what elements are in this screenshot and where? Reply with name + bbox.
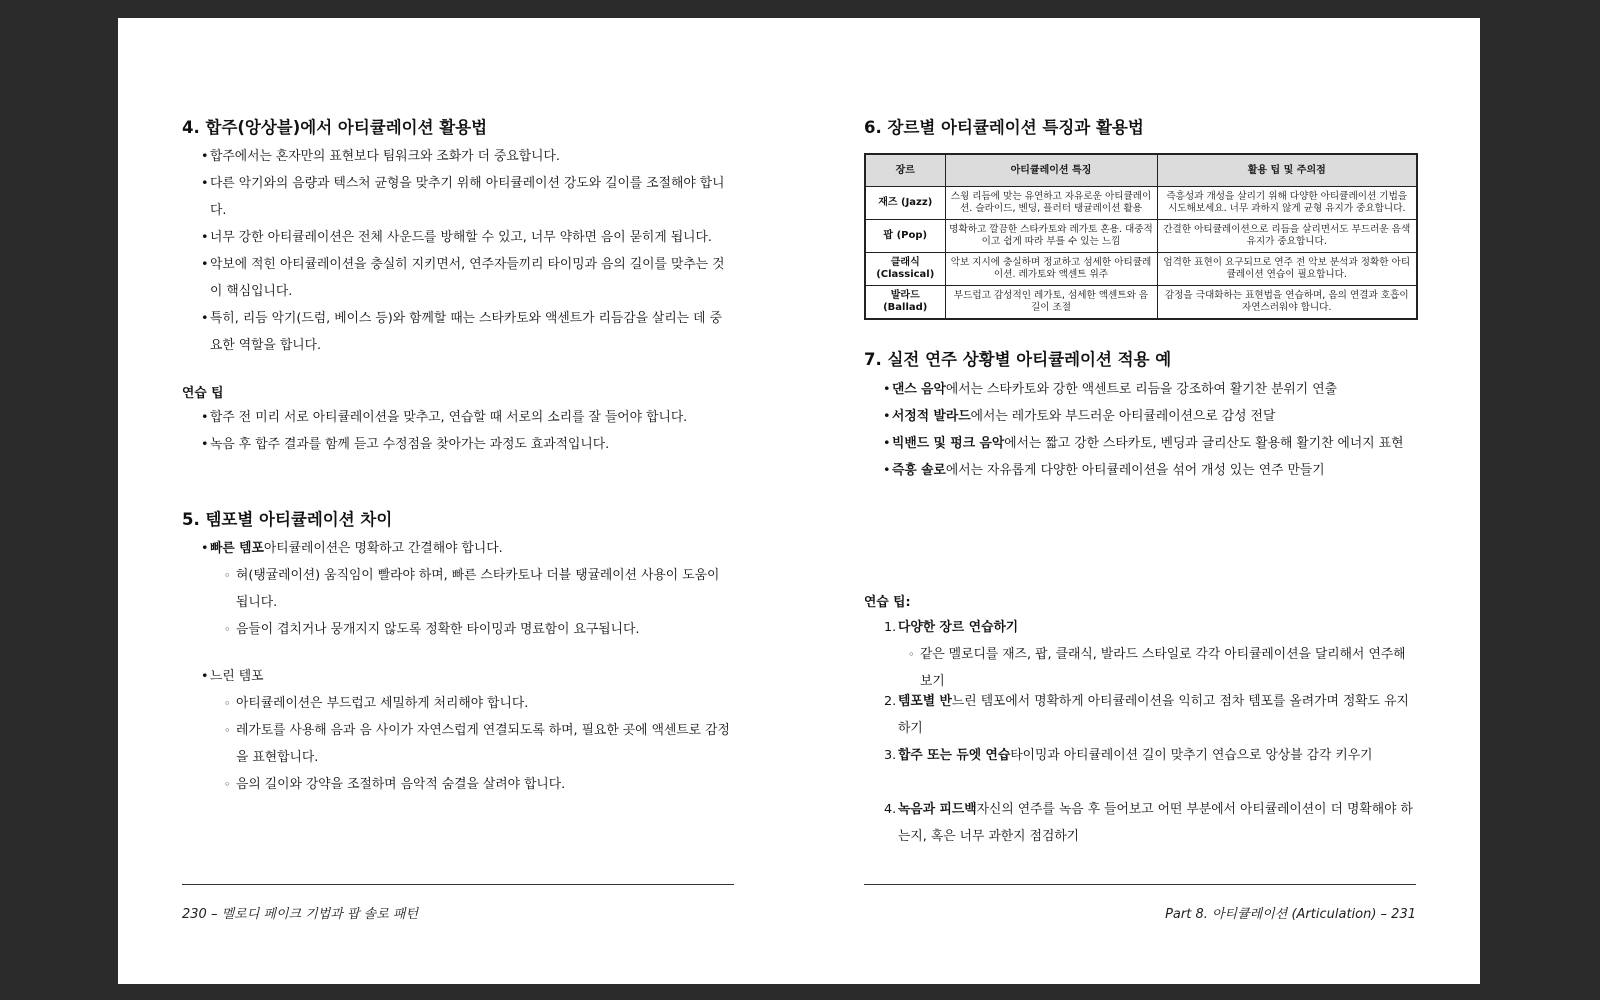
table-cell: 스윙 리듬에 맞는 유연하고 자유로운 아티큘레이션. 슬라이드, 벤딩, 플러터 탱귤레이션 활용 <box>945 187 1157 220</box>
bold-lead: 빅밴드 및 펑크 음악 <box>892 436 1005 451</box>
bold-lead: 댄스 음악 <box>892 382 946 397</box>
sub-list-item: ◦ 같은 멜로디를 재즈, 팝, 클래식, 발라드 스타일로 각각 아티큘레이션을 달리해서 연주해보기 <box>864 641 1416 695</box>
numbered-item <box>864 688 1416 742</box>
table-row <box>865 286 1417 320</box>
practice-tips-numbered <box>864 614 1416 695</box>
list-item: • 너무 강한 아티큘레이션은 전체 사운드를 방해할 수 있고, 너무 약하면 음이 묻히게 됩니다. <box>182 224 734 251</box>
list-item <box>864 457 1416 484</box>
section-6-heading: 6. 장르별 아티큘레이션 특징과 활용법 <box>864 118 1144 137</box>
item-text: 타이밍과 아티큘레이션 길이 맞추기 연습으로 앙상블 감각 키우기 <box>1010 748 1373 763</box>
bold-lead: 서정적 발라드 <box>892 409 971 424</box>
genre-articulation-table <box>864 153 1418 320</box>
list-item <box>864 403 1416 430</box>
table-cell: 감정을 극대화하는 표현법을 연습하며, 음의 연결과 호흡이 자연스러워야 합니다. <box>1157 286 1417 320</box>
item-number: 4. <box>884 802 897 817</box>
bold-lead: 합주 또는 듀엣 연습 <box>898 748 1011 763</box>
section-7-heading: 7. 실전 연주 상황별 아티큘레이션 적용 예 <box>864 350 1172 369</box>
slow-tempo-bullet <box>182 663 734 690</box>
list-item <box>864 430 1416 457</box>
section-4-heading: 4. 합주(앙상블)에서 아티큘레이션 활용법 <box>182 118 488 137</box>
bold-lead: 즉흥 솔로 <box>892 463 946 478</box>
page-footer-left: 230 – 멜로디 페이크 기법과 팝 솔로 패턴 <box>182 907 419 922</box>
numbered-item <box>864 614 1416 695</box>
section-5-heading: 5. 템포별 아티큘레이션 차이 <box>182 510 393 529</box>
bold-lead: 템포별 반 <box>898 694 952 709</box>
practice-tip-label: 연습 팁 <box>182 386 224 401</box>
list-item: • 녹음 후 합주 결과를 함께 듣고 수정점을 찾아가는 과정도 효과적입니다. <box>182 431 734 458</box>
table-cell: 엄격한 표현이 요구되므로 연주 전 악보 분석과 정확한 아티큘레이션 연습이 필요합니다. <box>1157 253 1417 286</box>
list-item: • 느린 템포 <box>182 663 734 690</box>
bold-lead: 녹음과 피드백 <box>898 802 977 817</box>
table-row <box>865 253 1417 286</box>
item-text: 느린 템포에서 명확하게 아티큘레이션을 익히고 점차 템포를 올려가며 정확도 유지하기 <box>898 694 1409 736</box>
section-5-bullets <box>182 535 734 562</box>
tip-sublist <box>864 641 1416 695</box>
table-cell: 즉흥성과 개성을 살리기 위해 다양한 아티큘레이션 기법을 시도해보세요. 너무 과하지 않게 균형 유지가 중요합니다. <box>1157 187 1417 220</box>
table-cell: 부드럽고 감성적인 레가토, 섬세한 액센트와 음 길이 조절 <box>945 286 1157 320</box>
numbered-item <box>864 742 1416 769</box>
table-cell: 간결한 아티큘레이션으로 리듬을 살리면서도 부드러운 음색 유지가 중요합니다. <box>1157 220 1417 253</box>
list-item: • 특히, 리듬 악기(드럼, 베이스 등)와 함께할 때는 스타카토와 액센트가 리듬감을 살리는 데 중요한 역할을 합니다. <box>182 305 734 359</box>
column-header: 장르 <box>865 154 945 187</box>
practice-tips-numbered-3 <box>864 742 1416 769</box>
item-number: 2. <box>884 694 897 709</box>
table-row <box>865 187 1417 220</box>
bold-lead: 다양한 장르 연습하기 <box>898 620 1019 635</box>
item-number: 1. <box>884 620 897 635</box>
list-item: • 합주 전 미리 서로 아티큘레이션을 맞추고, 연습할 때 서로의 소리를 잘 들어야 합니다. <box>182 404 734 431</box>
list-item <box>864 376 1416 403</box>
table-header-row <box>865 154 1417 187</box>
fast-tempo-label: 빠른 템포 <box>210 541 264 556</box>
section-7-bullets <box>864 376 1416 484</box>
practice-tips-list <box>182 404 734 458</box>
sub-list-item: ◦ 레가토를 사용해 음과 음 사이가 자연스럽게 연결되도록 하며, 필요한 곳에 액센트로 감정을 표현합니다. <box>182 717 734 771</box>
list-item: • 악보에 적힌 아티큘레이션을 충실히 지키면서, 연주자들끼리 타이밍과 음의 길이를 맞추는 것이 핵심입니다. <box>182 251 734 305</box>
item-text: 에서는 스타카토와 강한 액센트로 리듬을 강조하여 활기찬 분위기 연출 <box>945 382 1337 397</box>
list-item: • 다른 악기와의 음량과 텍스처 균형을 맞추기 위해 아티큘레이션 강도와 길이를 조절해야 합니다. <box>182 170 734 224</box>
table-cell: 클래식 (Classical) <box>865 253 945 286</box>
sub-list-item: ◦ 아티큘레이션은 부드럽고 세밀하게 처리해야 합니다. <box>182 690 734 717</box>
list-item: • 합주에서는 혼자만의 표현보다 팀워크와 조화가 더 중요합니다. <box>182 143 734 170</box>
fast-tempo-text: 아티큘레이션은 명확하고 간결해야 합니다. <box>263 541 503 556</box>
list-item <box>182 535 734 562</box>
slow-tempo-sublist <box>182 690 734 798</box>
table-cell: 악보 지시에 충실하며 정교하고 섬세한 아티큘레이션. 레가토와 액센트 위주 <box>945 253 1157 286</box>
table-row <box>865 220 1417 253</box>
table-cell: 팝 (Pop) <box>865 220 945 253</box>
table-cell: 재즈 (Jazz) <box>865 187 945 220</box>
table-cell: 명확하고 깔끔한 스타카토와 레가토 혼용. 대중적이고 쉽게 따라 부를 수 있는 느낌 <box>945 220 1157 253</box>
section-4-bullets <box>182 143 734 359</box>
column-header: 아티큘레이션 특징 <box>945 154 1157 187</box>
numbered-item <box>864 796 1416 850</box>
sub-list-item: ◦ 음들이 겹치거나 뭉개지지 않도록 정확한 타이밍과 명료함이 요구됩니다. <box>182 616 734 643</box>
fast-tempo-sublist <box>182 562 734 643</box>
practice-tips-numbered-4 <box>864 796 1416 850</box>
column-header: 활용 팁 및 주의점 <box>1157 154 1417 187</box>
item-number: 3. <box>884 748 897 763</box>
item-text: 에서는 자유롭게 다양한 아티큘레이션을 섞어 개성 있는 연주 만들기 <box>945 463 1325 478</box>
footer-divider <box>182 884 734 885</box>
practice-tip-label: 연습 팁: <box>864 595 911 610</box>
footer-divider <box>864 884 1416 885</box>
book-spread <box>118 18 1480 984</box>
practice-tips-numbered-2 <box>864 688 1416 742</box>
sub-list-item: ◦ 음의 길이와 강약을 조절하며 음악적 숨결을 살려야 합니다. <box>182 771 734 798</box>
left-page <box>182 18 734 984</box>
item-text: 에서는 레가토와 부드러운 아티큘레이션으로 감성 전달 <box>970 409 1276 424</box>
item-text: 에서는 짧고 강한 스타카토, 벤딩과 글리산도 활용해 활기찬 에너지 표현 <box>1004 436 1404 451</box>
page-footer-right: Part 8. 아티큘레이션 (Articulation) – 231 <box>1165 907 1416 922</box>
right-page <box>864 18 1416 984</box>
table-cell: 발라드 (Ballad) <box>865 286 945 320</box>
sub-list-item: ◦ 혀(탱귤레이션) 움직임이 빨라야 하며, 빠른 스타카토나 더블 탱귤레이션 사용이 도움이 됩니다. <box>182 562 734 616</box>
item-text: 자신의 연주를 녹음 후 들어보고 어떤 부분에서 아티큘레이션이 더 명확해야 하는지, 혹은 너무 과한지 점검하기 <box>898 802 1413 844</box>
